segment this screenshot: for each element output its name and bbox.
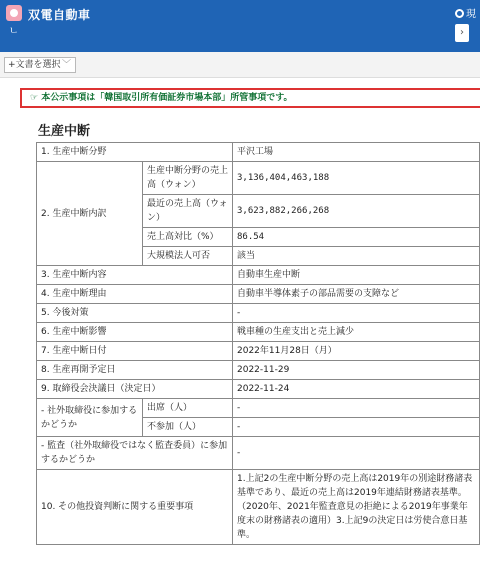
row-value: 2022年11月28日（月） bbox=[233, 342, 480, 361]
row-value: 3,136,404,463,188 bbox=[233, 162, 480, 195]
table-row bbox=[37, 361, 480, 380]
row-value: 2022-11-29 bbox=[233, 361, 480, 380]
row-value: 2022-11-24 bbox=[233, 380, 480, 399]
notice-banner: ☞ 本公示事項は「韓国取引所有価証券市場本部」所管事項です。 bbox=[20, 88, 480, 108]
row-value: 86.54 bbox=[233, 228, 480, 247]
disclosure-table bbox=[36, 142, 480, 545]
table-row bbox=[37, 342, 480, 361]
row-label: 5. 今後対策 bbox=[37, 304, 233, 323]
disclosure-content bbox=[20, 88, 480, 569]
row-label: - 監査（社外取締役ではなく監査委員）に参加するかどうか bbox=[37, 437, 233, 470]
table-row bbox=[37, 285, 480, 304]
row-label: 1. 生産中断分野 bbox=[37, 143, 233, 162]
sub-label: 売上高対比（%） bbox=[143, 228, 233, 247]
row-label: 6. 生産中断影響 bbox=[37, 323, 233, 342]
sub-label: 大規模法人可否 bbox=[143, 247, 233, 266]
row-label: 9. 取締役会決議日（決定日） bbox=[37, 380, 233, 399]
row-value: - bbox=[233, 304, 480, 323]
row-value: 戦車種の生産支出と売上減少 bbox=[233, 323, 480, 342]
row-label: - 社外取締役に参加するかどうか bbox=[37, 399, 143, 437]
row-value: 該当 bbox=[233, 247, 480, 266]
table-row bbox=[37, 266, 480, 285]
row-label: 7. 生産中断日付 bbox=[37, 342, 233, 361]
row-label: 3. 生産中断内容 bbox=[37, 266, 233, 285]
page-title: 生産中断 bbox=[38, 124, 91, 139]
document-select[interactable]: +文書を選択 ﹀ bbox=[4, 57, 76, 73]
row-label: 10. その他投資判断に関する重要事項 bbox=[37, 470, 233, 545]
table-row bbox=[37, 380, 480, 399]
row-value: - bbox=[233, 399, 480, 418]
radio-option[interactable]: 現 bbox=[455, 5, 476, 20]
row-value: 3,623,882,266,268 bbox=[233, 195, 480, 228]
table-row bbox=[37, 304, 480, 323]
chevron-down-icon: ﹀ bbox=[61, 60, 71, 70]
row-label: 2. 生産中断内訳 bbox=[37, 162, 143, 266]
sub-label: 不参加（人） bbox=[143, 418, 233, 437]
table-row bbox=[37, 399, 480, 418]
table-row bbox=[37, 162, 480, 195]
row-label: 4. 生産中断理由 bbox=[37, 285, 233, 304]
table-row bbox=[37, 143, 480, 162]
table-row bbox=[37, 470, 480, 545]
row-label: 8. 生産再開予定日 bbox=[37, 361, 233, 380]
radio-icon bbox=[455, 9, 464, 18]
next-button[interactable]: › bbox=[455, 24, 469, 42]
row-value: 自動車生産中断 bbox=[233, 266, 480, 285]
row-value: 1.上記2の生産中断分野の売上高は2019年の別途財務諸表基準であり、最近の売上高は2019年連結財務諸表基準。（2020年、2021年監査意見の拒絶による2019年事業年度末の財務諸表の適用）3.上記9の決定日は労使合意日基準。 bbox=[233, 470, 480, 545]
sub-label: 出席（人） bbox=[143, 399, 233, 418]
row-value: - bbox=[233, 437, 480, 470]
company-name: 双電自動車 bbox=[28, 8, 91, 22]
sub-label: 生産中断分野の売上高（ウォン） bbox=[143, 162, 233, 195]
row-value: - bbox=[233, 418, 480, 437]
top-bar bbox=[0, 0, 480, 52]
phone-icon bbox=[6, 5, 22, 21]
brand-glyph: ㄴ bbox=[9, 26, 19, 37]
table-row bbox=[37, 323, 480, 342]
toolbar bbox=[0, 52, 480, 78]
table-row bbox=[37, 437, 480, 470]
row-value: 自動車半導体素子の部品需要の支障など bbox=[233, 285, 480, 304]
sub-label: 最近の売上高（ウォン） bbox=[143, 195, 233, 228]
row-value: 平沢工場 bbox=[233, 143, 480, 162]
